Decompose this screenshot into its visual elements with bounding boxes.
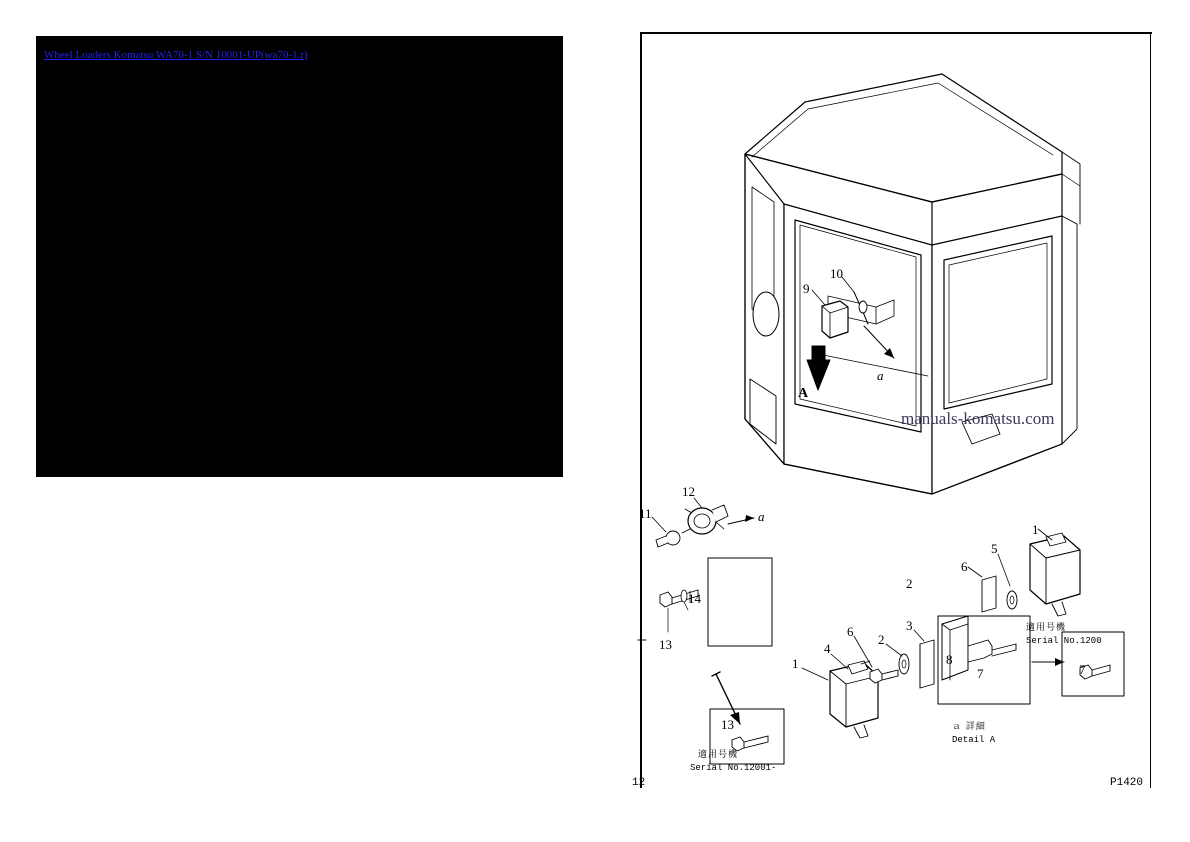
callout-6: 6 [847, 624, 854, 639]
callout-12: 12 [682, 484, 695, 499]
parts-catalog-page [632, 24, 1158, 796]
callout-1-right: 1 [1032, 522, 1039, 537]
section-letter-a: A [798, 386, 809, 401]
document-title-link[interactable]: Wheel Loaders Komatsu WA70-1 S/N 10001-UP(wa70-1.r) [44, 49, 308, 61]
detail-a-caption-jp: ａ 詳細 [952, 722, 986, 732]
callout-4: 4 [824, 641, 831, 656]
callout-13: 13 [659, 637, 672, 652]
arrow-letter-a-detail: a [758, 509, 765, 524]
callout-13-detail: 13 [721, 717, 734, 732]
arrow-letter-a-cab: a [877, 368, 884, 383]
serial-caption-right-en: Serial No.1200 [1026, 636, 1102, 646]
callout-8: 8 [946, 652, 953, 667]
callout-10: 10 [830, 266, 843, 281]
serial-caption-right-jp: 適用号機 [1026, 623, 1067, 633]
cab-assembly-drawing [632, 24, 1158, 796]
page-number-left: 12 [632, 777, 646, 789]
serial-caption-bottom-en: Serial No.12001- [690, 763, 777, 773]
page-code-right: P1420 [1110, 777, 1144, 789]
callout-7: 7 [977, 666, 984, 681]
callout-11: 11 [639, 506, 652, 521]
callout-2-upper: 2 [906, 576, 913, 591]
watermark: manuals-komatsu.com [901, 409, 1055, 428]
detail-a-caption-en: Detail A [952, 735, 996, 745]
serial-caption-bottom-jp: 適用号機 [698, 750, 739, 760]
callout-2: 2 [878, 632, 885, 647]
callout-1: 1 [792, 656, 799, 671]
document-viewer-panel [36, 36, 563, 477]
callout-9: 9 [803, 281, 810, 296]
callout-3: 3 [906, 618, 913, 633]
callout-5: 5 [991, 541, 998, 556]
callout-6-right: 6 [961, 559, 968, 574]
callout-14: 14 [688, 591, 701, 606]
callout-7-right: 7 [1079, 662, 1086, 677]
